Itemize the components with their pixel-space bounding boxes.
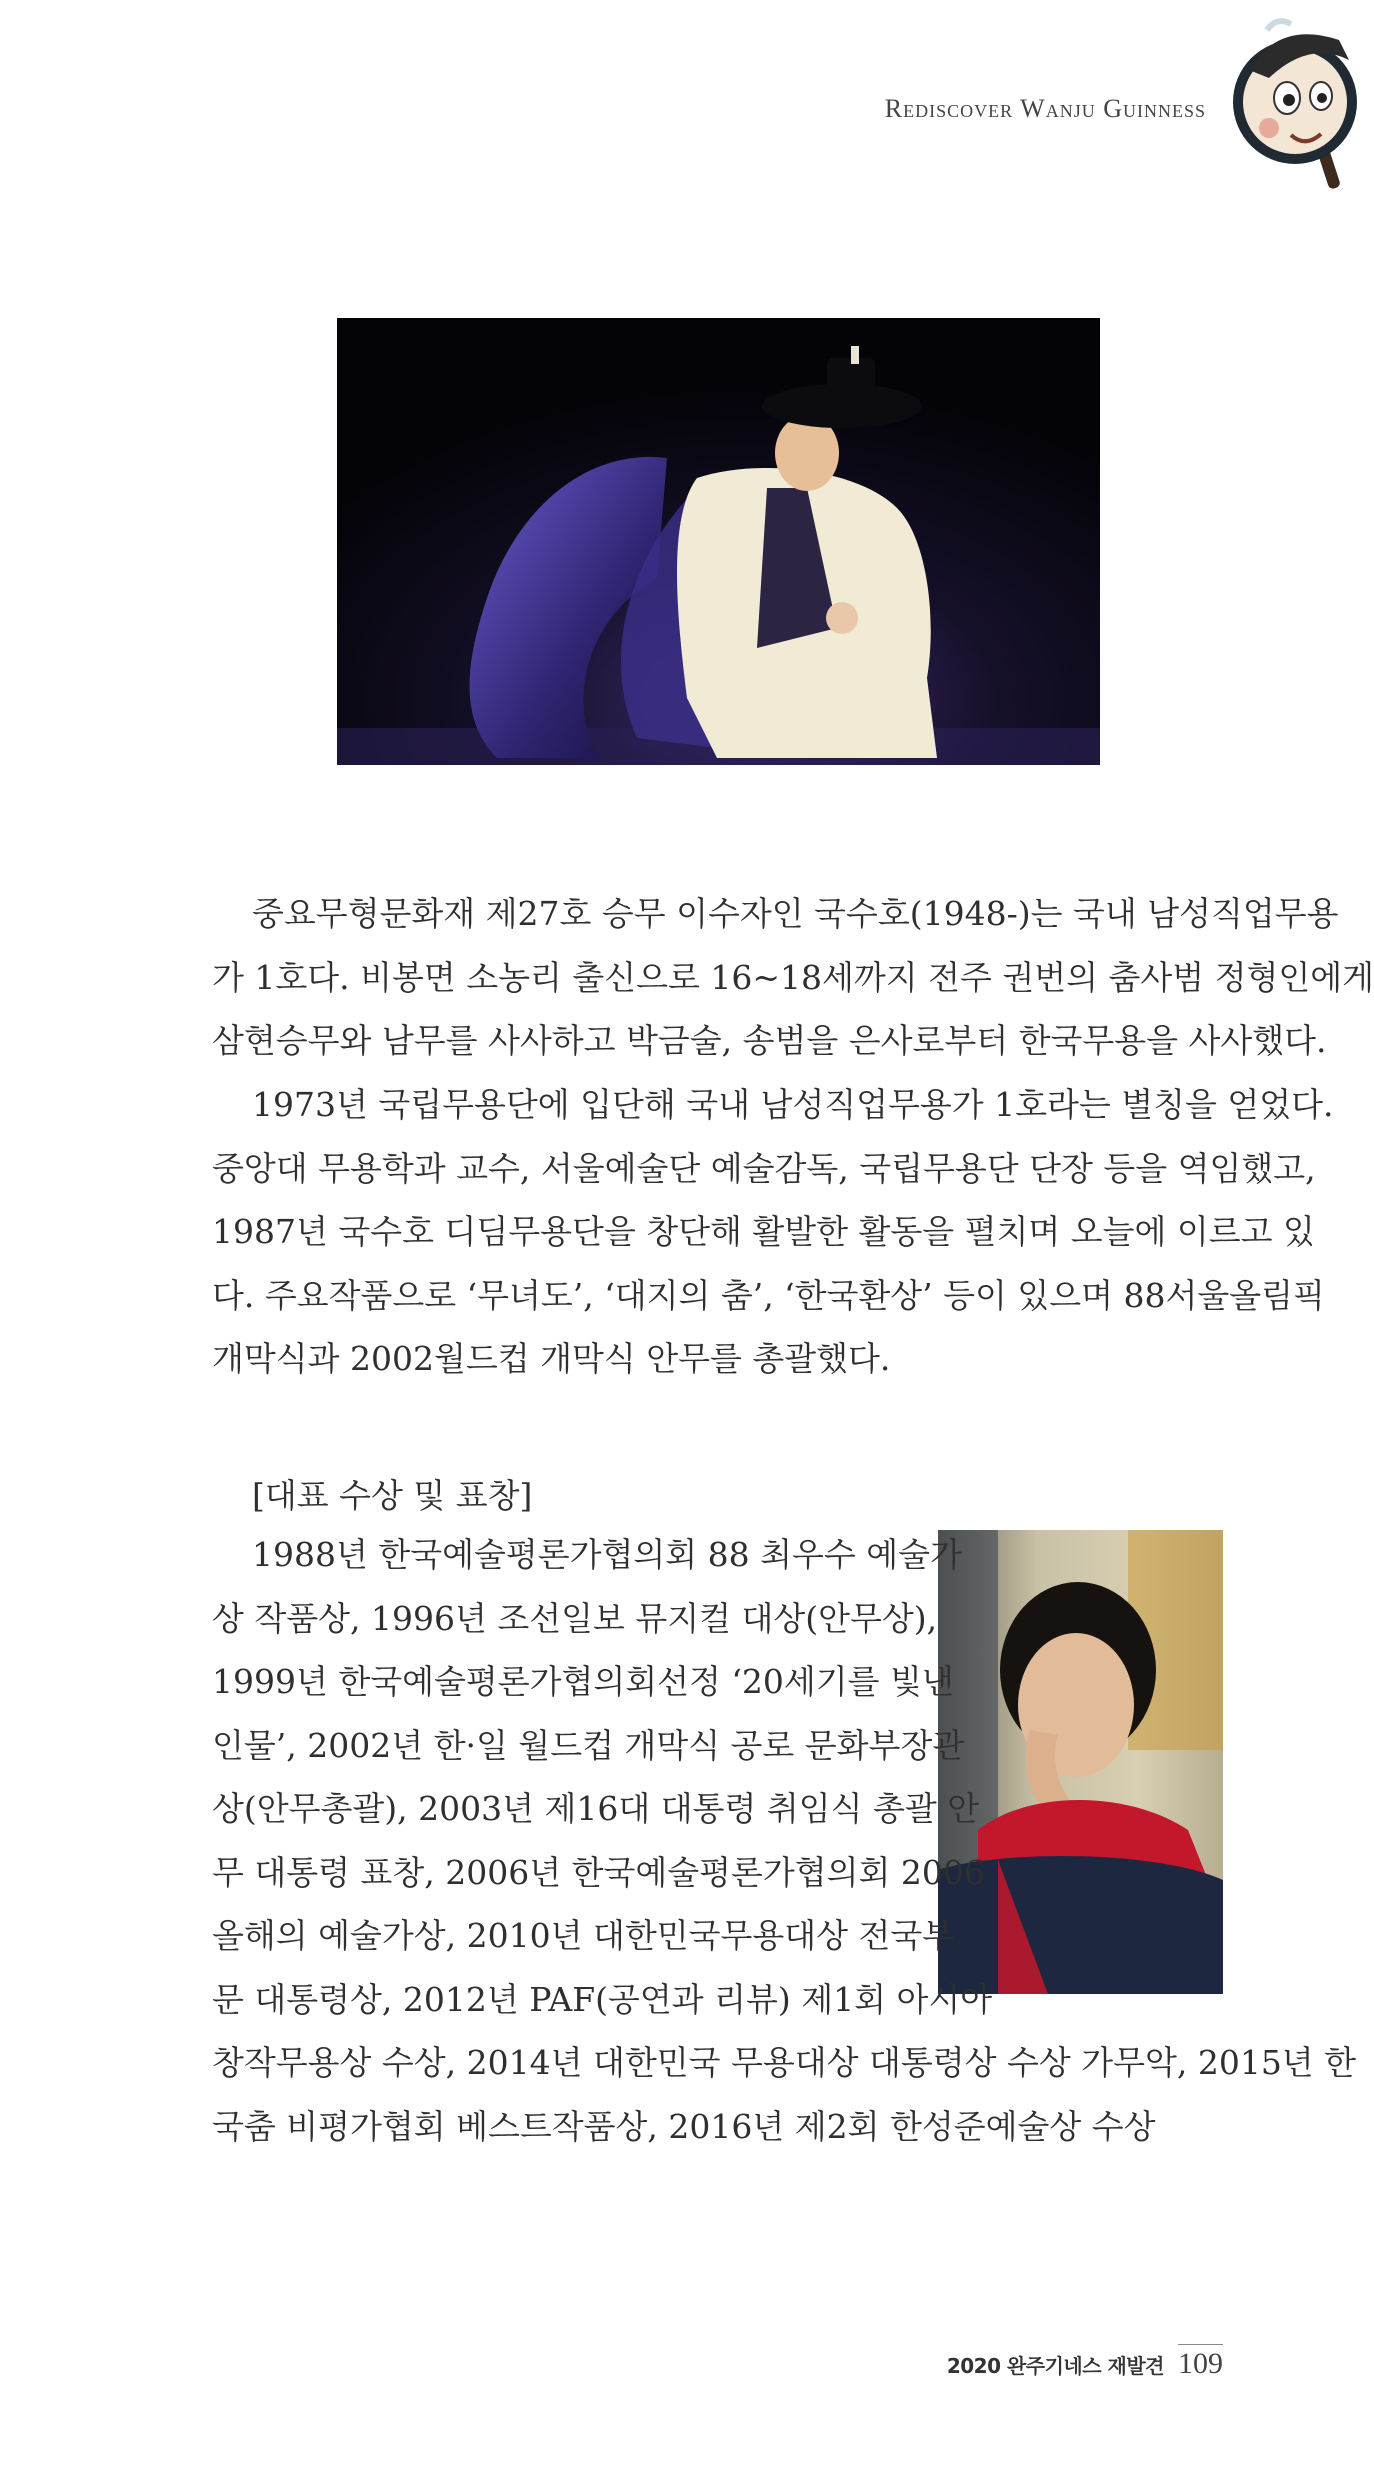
text-line: 개막식과 2002월드컵 개막식 안무를 총괄했다. xyxy=(212,1339,891,1378)
text-line: 상(안무총괄), 2003년 제16대 대통령 취임식 총괄 안 xyxy=(212,1789,980,1828)
text-line: 다. 주요작품으로 ‘무녀도’, ‘대지의 춤’, ‘한국환상’ 등이 있으며 88서울올림픽 xyxy=(212,1275,1325,1315)
page-number: 109 xyxy=(1178,2344,1223,2381)
dancer-photo xyxy=(337,318,1100,765)
text-line: 문 대통령상, 2012년 PAF(공연과 리뷰) 제1회 아시아 xyxy=(212,1979,993,2019)
text-line: 중앙대 무용학과 교수, 서울예술단 예술감독, 국립무용단 단장 등을 역임했고, xyxy=(212,1148,1316,1188)
text-line: 올해의 예술가상, 2010년 대한민국무용대상 전국부 xyxy=(212,1916,955,1955)
awards-list xyxy=(212,1523,1357,2158)
text-line: 가 1호다. 비봉면 소농리 출신으로 16~18세까지 전주 권번의 춤사범 정형인에게 xyxy=(212,957,1374,997)
paragraph-career xyxy=(212,1073,1334,1391)
text-line: 삼현승무와 남무를 사사하고 박금술, 송범을 은사로부터 한국무용을 사사했다. xyxy=(212,1021,1327,1060)
awards-heading: [대표 수상 및 표창] xyxy=(252,1476,533,1515)
paragraph-biography xyxy=(212,882,1374,1073)
text-line: 국춤 비평가협회 베스트작품상, 2016년 제2회 한성준예술상 수상 xyxy=(212,2106,1156,2146)
text-line: 1988년 한국예술평론가협의회 88 최우수 예술가 xyxy=(252,1535,962,1574)
text-line: 인물’, 2002년 한·일 월드컵 개막식 공로 문화부장관 xyxy=(212,1725,965,1765)
text-line: 창작무용상 수상, 2014년 대한민국 무용대상 대통령상 수상 가무악, 2015년 한 xyxy=(212,2043,1357,2082)
text-line: 1973년 국립무용단에 입단해 국내 남성직업무용가 1호라는 별칭을 얻었다. xyxy=(252,1085,1334,1124)
text-line: 1999년 한국예술평론가협의회선정 ‘20세기를 빛낸 xyxy=(212,1662,954,1701)
magnifier-mascot-icon xyxy=(1209,0,1349,200)
text-line: 무 대통령 표창, 2006년 한국예술평론가협의회 2006 xyxy=(212,1852,985,1892)
page-footer xyxy=(947,2344,1223,2381)
text-line: 1987년 국수호 디딤무용단을 창단해 활발한 활동을 펼치며 오늘에 이르고 있 xyxy=(212,1212,1315,1251)
running-header: Rediscover Wanju Guinness xyxy=(884,94,1206,123)
text-line: 상 작품상, 1996년 조선일보 뮤지컬 대상(안무상), xyxy=(212,1598,938,1638)
footer-book-title: 2020 완주기네스 재발견 xyxy=(946,2354,1164,2378)
text-line: 중요무형문화재 제27호 승무 이수자인 국수호(1948-)는 국내 남성직업무용 xyxy=(252,894,1339,933)
